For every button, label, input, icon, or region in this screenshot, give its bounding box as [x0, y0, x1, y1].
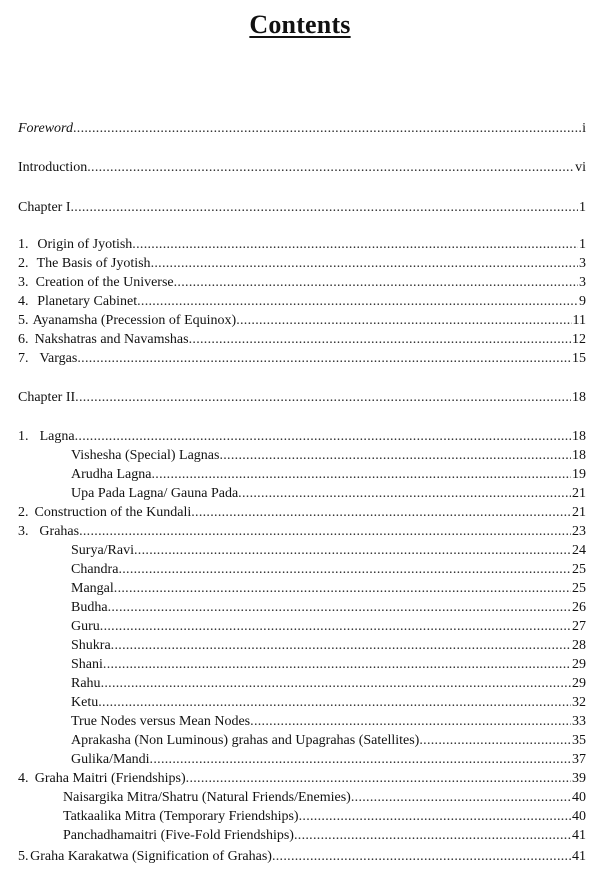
- entry-label: Gulika/Mandi: [71, 752, 150, 767]
- toc-entry[interactable]: [18, 293, 586, 311]
- dot-leader: [111, 637, 571, 655]
- entry-page: 19: [572, 467, 586, 482]
- dot-leader: [137, 293, 578, 311]
- entry-label: Planetary Cabinet: [37, 294, 138, 309]
- entry-page: 9: [579, 294, 586, 309]
- toc-subentry[interactable]: [71, 713, 586, 731]
- entry-page: 40: [572, 790, 586, 805]
- entry-label: Introduction: [18, 160, 88, 175]
- dot-leader: [419, 732, 571, 750]
- chapter-label: Chapter I: [18, 200, 71, 215]
- entry-page: 18: [572, 448, 586, 463]
- entry-label: Shani: [71, 657, 103, 672]
- dot-leader: [219, 447, 571, 465]
- entry-label: Graha Karakatwa (Signification of Grahas): [30, 849, 272, 864]
- toc-entry[interactable]: [18, 331, 586, 349]
- entry-label: Creation of the Universe: [35, 275, 174, 290]
- toc-subentry[interactable]: [71, 732, 586, 750]
- dot-leader: [101, 675, 571, 693]
- toc-subentry[interactable]: [71, 599, 586, 617]
- toc-subentry[interactable]: [71, 447, 586, 465]
- entry-label: Vargas: [39, 351, 78, 366]
- toc-chapter-1[interactable]: [18, 199, 586, 217]
- dot-leader: [75, 428, 571, 446]
- toc-entry[interactable]: [18, 350, 586, 368]
- entry-label: Tatkaalika Mitra (Temporary Friendships): [63, 809, 299, 824]
- dot-leader: [151, 255, 578, 273]
- entry-page: 3: [579, 256, 586, 271]
- entry-page: 1: [579, 237, 586, 252]
- entry-number: 6.: [18, 332, 29, 347]
- entry-page: 41: [572, 849, 586, 864]
- entry-page: 21: [572, 486, 586, 501]
- entry-label: Naisargika Mitra/Shatru (Natural Friends/Enemies): [63, 790, 351, 805]
- dot-leader: [114, 580, 571, 598]
- entry-label: Shukra: [71, 638, 111, 653]
- entry-page: 29: [572, 657, 586, 672]
- dot-leader: [174, 274, 578, 292]
- dot-leader: [351, 789, 571, 807]
- entry-label: True Nodes versus Mean Nodes: [71, 714, 251, 729]
- entry-page: 29: [572, 676, 586, 691]
- page-title: Contents: [249, 10, 351, 39]
- entry-label: Vishesha (Special) Lagnas: [71, 448, 220, 463]
- dot-leader: [250, 713, 571, 731]
- toc-subentry[interactable]: [71, 675, 586, 693]
- toc-subentry[interactable]: [71, 637, 586, 655]
- toc-subentry[interactable]: [71, 542, 586, 560]
- entry-page: i: [582, 121, 586, 136]
- entry-label: Aprakasha (Non Luminous) grahas and Upagrahas (Satellites): [71, 733, 420, 748]
- entry-label: Upa Pada Lagna/ Gauna Pada: [71, 486, 239, 501]
- entry-label: Mangal: [71, 581, 114, 596]
- toc-subentry[interactable]: [71, 751, 586, 769]
- entry-page: 27: [572, 619, 586, 634]
- dot-leader: [132, 236, 578, 254]
- dot-leader: [189, 331, 571, 349]
- dot-leader: [98, 694, 571, 712]
- entry-page: 33: [572, 714, 586, 729]
- entry-page: 41: [572, 828, 586, 843]
- toc-subentry[interactable]: [63, 808, 586, 826]
- entry-label: The Basis of Jyotish: [36, 256, 151, 271]
- dot-leader: [294, 827, 571, 845]
- entry-label: Foreword: [18, 121, 73, 136]
- entry-number: 2.: [18, 505, 29, 520]
- entry-number: 1.: [18, 429, 29, 444]
- entry-number: 2.: [18, 256, 29, 271]
- dot-leader: [103, 656, 571, 674]
- entry-label: Lagna: [39, 429, 75, 444]
- entry-page: 11: [572, 313, 586, 328]
- entry-label: Grahas: [39, 524, 80, 539]
- entry-page: vi: [575, 160, 586, 175]
- entry-page: 18: [572, 429, 586, 444]
- toc-entry[interactable]: [18, 523, 586, 541]
- toc-entry[interactable]: [18, 428, 586, 446]
- entry-label: Origin of Jyotish: [37, 237, 133, 252]
- entry-label: Surya/Ravi: [71, 543, 134, 558]
- entry-page: 25: [572, 581, 586, 596]
- entry-label: Rahu: [71, 676, 101, 691]
- entry-page: 21: [572, 505, 586, 520]
- toc-entry[interactable]: [18, 312, 586, 330]
- dot-leader: [186, 770, 571, 788]
- entry-page: 35: [572, 733, 586, 748]
- entry-page: 37: [572, 752, 586, 767]
- entry-label: Guru: [71, 619, 100, 634]
- entry-page: 15: [572, 351, 586, 366]
- entry-number: 3.: [18, 275, 29, 290]
- dot-leader: [238, 485, 571, 503]
- toc-entry[interactable]: [18, 770, 586, 788]
- dot-leader: [73, 120, 581, 138]
- toc-entry[interactable]: [18, 504, 586, 522]
- dot-leader: [151, 466, 571, 484]
- chapter-page: 18: [572, 390, 586, 405]
- entry-number: 7.: [18, 351, 29, 366]
- dot-leader: [79, 523, 571, 541]
- dot-leader: [299, 808, 571, 826]
- dot-leader: [272, 848, 571, 866]
- entry-label: Construction of the Kundali: [34, 505, 192, 520]
- dot-leader: [100, 618, 571, 636]
- toc-subentry[interactable]: [71, 561, 586, 579]
- entry-label: Nakshatras and Navamshas: [34, 332, 189, 347]
- entry-label: Arudha Lagna: [71, 467, 152, 482]
- entry-label: Graha Maitri (Friendships): [34, 771, 186, 786]
- toc-subentry[interactable]: [71, 618, 586, 636]
- entry-page: 24: [572, 543, 586, 558]
- toc-subentry[interactable]: [71, 485, 586, 503]
- entry-page: 26: [572, 600, 586, 615]
- entry-label: Ayanamsha (Precession of Equinox): [32, 313, 237, 328]
- toc-subentry[interactable]: [71, 656, 586, 674]
- entry-number: 3.: [18, 524, 29, 539]
- toc-subentry[interactable]: [71, 580, 586, 598]
- entry-page: 32: [572, 695, 586, 710]
- dot-leader: [70, 199, 578, 217]
- toc-entry[interactable]: [18, 848, 586, 866]
- entry-number: 5.: [18, 313, 29, 328]
- entry-label: Ketu: [71, 695, 99, 710]
- dot-leader: [191, 504, 571, 522]
- dot-leader: [77, 350, 571, 368]
- toc-entry[interactable]: [18, 255, 586, 273]
- entry-page: 25: [572, 562, 586, 577]
- toc-subentry[interactable]: [63, 789, 586, 807]
- dot-leader: [108, 599, 571, 617]
- entry-page: 28: [572, 638, 586, 653]
- entry-number: 4.: [18, 771, 29, 786]
- entry-label: Panchadhamaitri (Five-Fold Friendships): [63, 828, 294, 843]
- toc-entry-introduction[interactable]: [18, 159, 586, 177]
- entry-number: 5.: [18, 849, 29, 864]
- toc-subentry[interactable]: [71, 694, 586, 712]
- toc-subentry[interactable]: [71, 466, 586, 484]
- chapter-label: Chapter II: [18, 390, 76, 405]
- dot-leader: [134, 542, 571, 560]
- dot-leader: [75, 389, 571, 407]
- toc-chapter-2[interactable]: [18, 389, 586, 407]
- dot-leader: [87, 159, 574, 177]
- toc-entry[interactable]: [18, 236, 586, 254]
- toc-entry[interactable]: [18, 274, 586, 292]
- toc-subentry[interactable]: [63, 827, 586, 845]
- entry-label: Budha: [71, 600, 108, 615]
- toc-entry-foreword[interactable]: [18, 120, 586, 138]
- chapter-page: 1: [579, 200, 586, 215]
- entry-number: 4.: [18, 294, 29, 309]
- entry-page: 39: [572, 771, 586, 786]
- entry-page: 12: [572, 332, 586, 347]
- dot-leader: [118, 561, 571, 579]
- dot-leader: [236, 312, 571, 330]
- entry-number: 1.: [18, 237, 29, 252]
- entry-page: 40: [572, 809, 586, 824]
- entry-page: 23: [572, 524, 586, 539]
- dot-leader: [150, 751, 571, 769]
- entry-label: Chandra: [71, 562, 119, 577]
- entry-page: 3: [579, 275, 586, 290]
